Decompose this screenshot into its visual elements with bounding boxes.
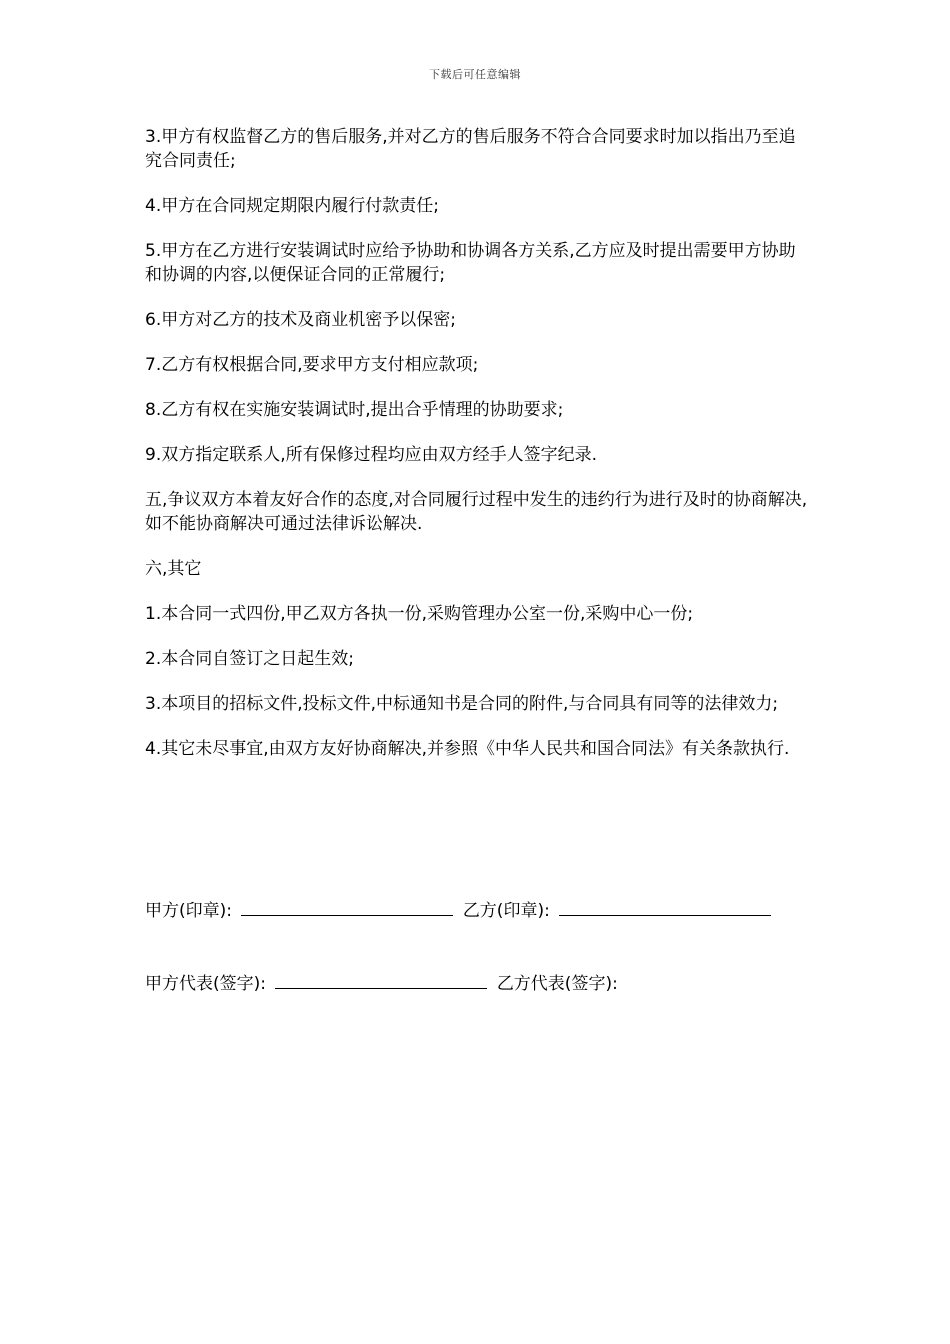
party-a-rep-line	[275, 971, 487, 989]
contract-body	[145, 125, 810, 782]
clause-paragraph: 8.乙方有权在实施安装调试时,提出合乎情理的协助要求;	[145, 400, 564, 420]
clause-paragraph: 1.本合同一式四份,甲乙双方各执一份,采购管理办公室一份,采购中心一份;	[145, 604, 694, 624]
clause-paragraph: 7.乙方有权根据合同,要求甲方支付相应款项;	[145, 355, 479, 375]
clause-paragraph: 2.本合同自签订之日起生效;	[145, 649, 354, 669]
party-b-seal-line	[559, 898, 771, 916]
section-other-heading: 六,其它	[145, 559, 202, 579]
clause-paragraph: 3.本项目的招标文件,投标文件,中标通知书是合同的附件,与合同具有同等的法律效力;	[145, 694, 779, 714]
clause-paragraph: 4.甲方在合同规定期限内履行付款责任;	[145, 196, 439, 216]
representative-signature-row	[145, 971, 618, 996]
clause-paragraph: 6.甲方对乙方的技术及商业机密予以保密;	[145, 310, 456, 330]
clause-paragraph: 3.甲方有权监督乙方的售后服务,并对乙方的售后服务不符合合同要求时加以指出乃至追究合同责任;	[145, 127, 796, 171]
party-b-rep-label: 乙方代表(签字):	[496, 974, 618, 994]
party-a-rep-label: 甲方代表(签字):	[145, 974, 266, 994]
party-a-seal-line	[241, 898, 453, 916]
clause-paragraph: 5.甲方在乙方进行安装调试时应给予协助和协调各方关系,乙方应及时提出需要甲方协助和协调的内容,以便保证合同的正常履行;	[145, 241, 796, 285]
clause-paragraph: 4.其它未尽事宜,由双方友好协商解决,并参照《中华人民共和国合同法》有关条款执行.	[145, 739, 790, 759]
page-header-watermark: 下载后可任意编辑	[429, 68, 521, 81]
party-b-seal-label: 乙方(印章):	[462, 901, 550, 921]
clause-paragraph: 9.双方指定联系人,所有保修过程均应由双方经手人签字纪录.	[145, 445, 598, 465]
party-a-seal-label: 甲方(印章):	[145, 901, 232, 921]
section-dispute-paragraph: 五,争议双方本着友好合作的态度,对合同履行过程中发生的违约行为进行及时的协商解决,如不能协商解决可通过法律诉讼解决.	[145, 490, 808, 534]
seal-signature-row	[145, 898, 775, 923]
